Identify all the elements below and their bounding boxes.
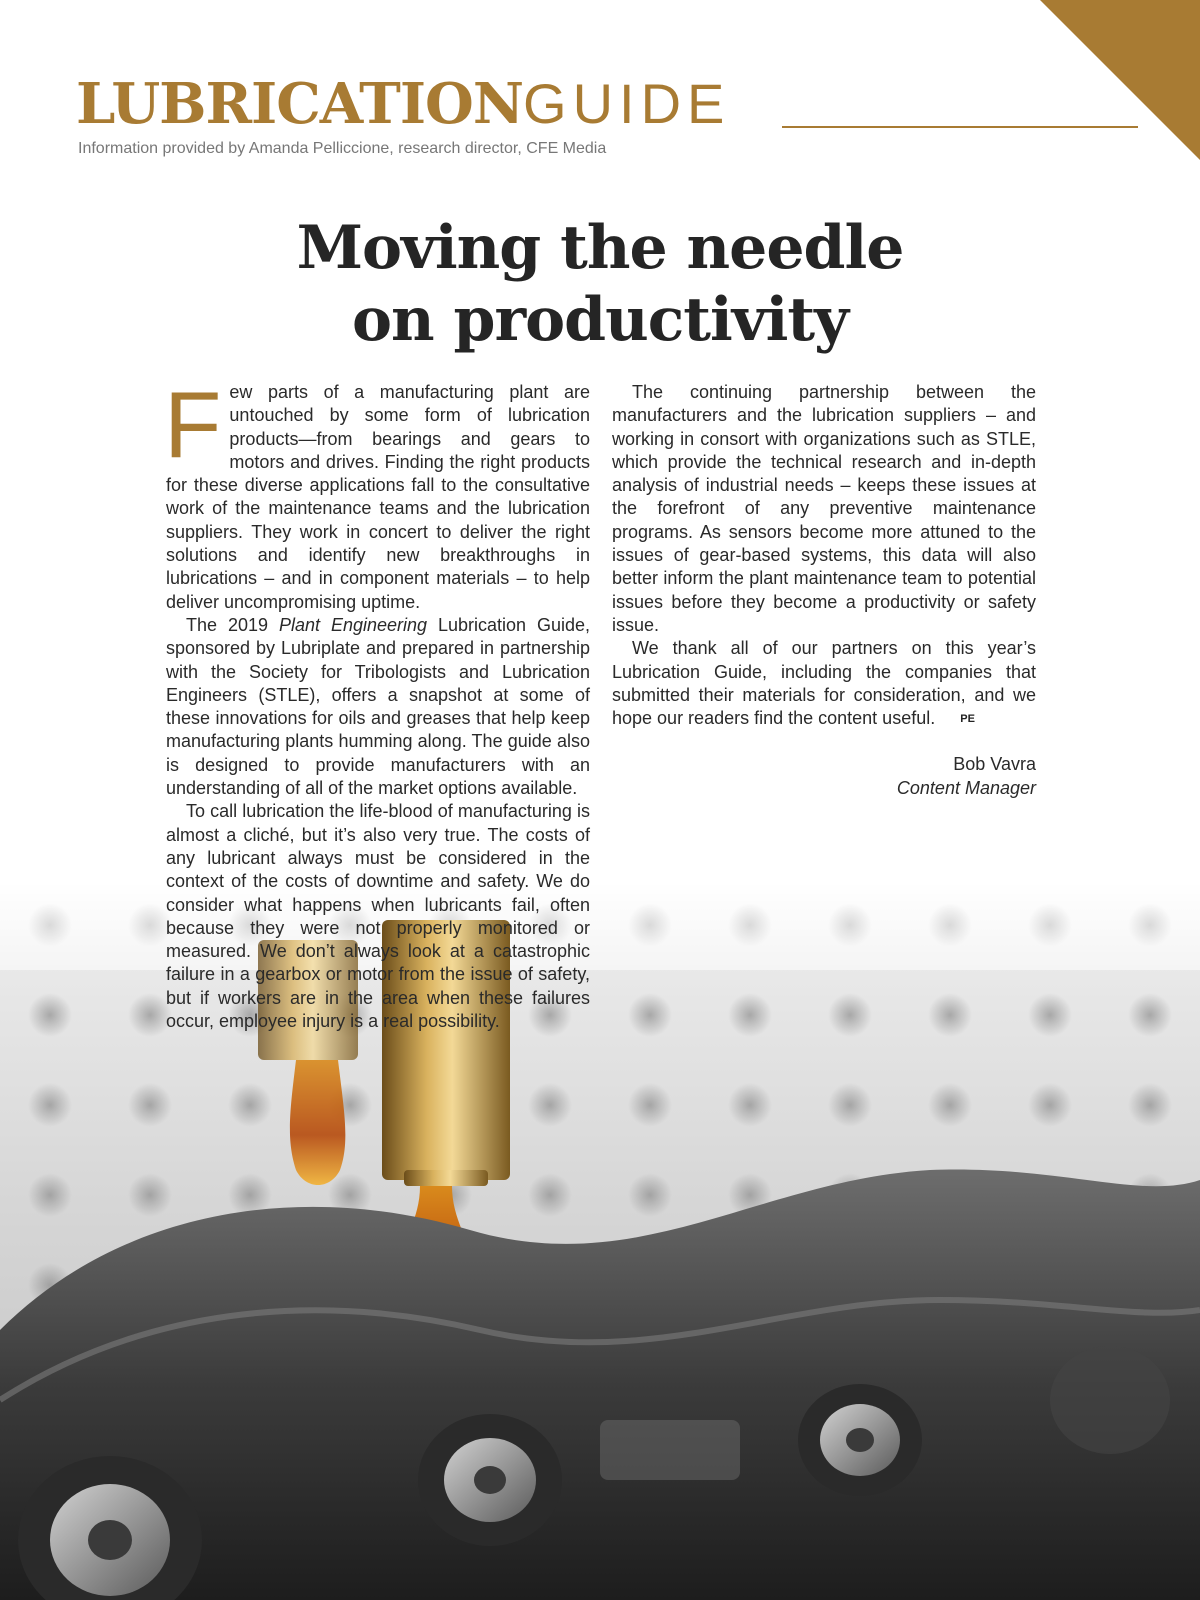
paragraph-2 [166, 614, 590, 800]
paragraph-1 [164, 372, 590, 614]
masthead-rule [782, 126, 1138, 128]
signature-block [612, 753, 1036, 800]
masthead-brand-bold: LUBRICATION [76, 71, 524, 137]
credit-line: Information provided by Amanda Pelliccione, research director, CFE Media [78, 140, 607, 157]
paragraph-2-text-a: The 2019 [186, 614, 279, 635]
drop-cap: F [164, 372, 222, 477]
paragraph-3: To call lubrication the life-blood of manufacturing is almost a cliché, but it’s also very true. The costs of any lubricant always must be considered in the context of the costs of downtime and safety. We do consider what happens when lubricants fail, often because they were not properly monitored or measured. We don’t always look at a catastrophic failure in a gearbox or motor from the issue of safety, but if workers are in the area when these failures occur, employee injury is a real possibility. [166, 801, 590, 1032]
masthead [76, 71, 731, 137]
publication-name: Plant Engineering [278, 614, 428, 635]
paragraph-1-text: ew parts of a manufacturing plant are untouched by some form of lubrication products—from bearings and gears to motors and drives. Finding the right products for these diverse applications fall to the consultative work of the maintenance teams and the lubrication suppliers. They work in concert to deliver the right solutions and identify new breakthroughs in lubrications – and in component materials – to help deliver uncompromising uptime. [166, 382, 590, 612]
paragraph-5-text: We thank all of our partners on this year’s Lubrication Guide, including the companies that submitted their materials for consideration, and we hope our readers find the content useful. [612, 638, 1036, 729]
paragraph-4: The continuing partnership between the manufacturers and the lubrication suppliers – and working in consort with organizations such as STLE, which provide the technical research and in-depth analysis of industrial needs – keeps these issues at the forefront of any preventive maintenance programs. As sensors become more attuned to the issues of gear-based systems, this data will also better inform the plant maintenance team to potential issues before they become a productivity or safety issue. [612, 382, 1036, 635]
article-column-right [612, 381, 1036, 800]
corner-accent [1040, 0, 1200, 160]
article-headline [200, 212, 1000, 356]
masthead-brand-light: GUIDE [523, 72, 731, 135]
paragraph-2-text-b: Lubrication Guide, sponsored by Lubriplate and prepared in partnership with the Society for Tribologists and Lubrication Engineers (STLE), offers a snapshot at some of these innovations for oils and greases that help keep manufacturing plants humming along. The guide also is designed to provide manufacturers with an understanding of all of the market options available. [166, 614, 591, 799]
author-title: Content Manager [896, 777, 1036, 798]
article-column-left [164, 372, 591, 1033]
paragraph-5 [612, 637, 1036, 730]
headline-line-2: on productivity [352, 285, 848, 355]
author-name: Bob Vavra [953, 754, 1036, 775]
headline-line-1: Moving the needle [296, 213, 904, 283]
end-mark-icon: PE [960, 713, 975, 726]
